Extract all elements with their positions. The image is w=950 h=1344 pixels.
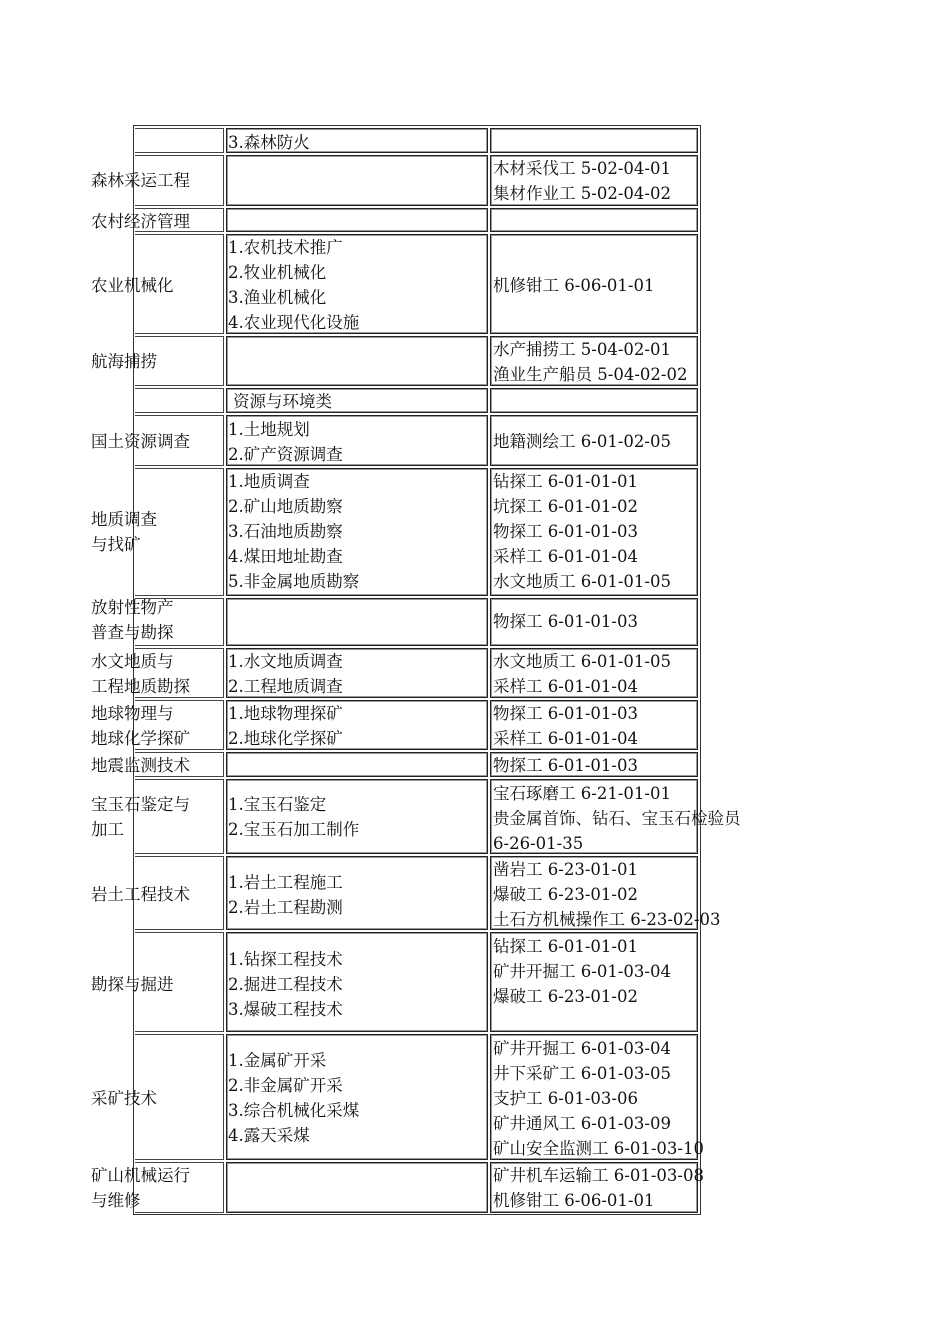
specialty-text: 森林采运工程 <box>91 171 190 190</box>
direction-text: 3.森林防火 <box>228 133 310 152</box>
table-cell <box>226 208 488 232</box>
specialty-text: 宝玉石鉴定与 <box>91 795 190 814</box>
occupation-text: 物探工 6-01-01-03 <box>493 612 638 631</box>
direction-text: 2.矿产资源调查 <box>228 445 343 464</box>
direction-text: 1.地质调查 <box>228 472 310 491</box>
table-cell <box>490 388 698 413</box>
specialty-text: 水文地质与 <box>91 652 174 671</box>
specialty-text: 工程地质勘探 <box>91 677 190 696</box>
occupation-text: 集材作业工 5-02-04-02 <box>493 184 671 203</box>
occupation-text: 采样工 6-01-01-04 <box>493 729 638 748</box>
table-cell <box>226 598 488 646</box>
direction-text: 3.渔业机械化 <box>228 288 327 307</box>
occupation-text: 钻探工 6-01-01-01 <box>493 937 638 956</box>
specialty-text: 采矿技术 <box>91 1089 157 1108</box>
specialty-text: 地球物理与 <box>91 704 174 723</box>
direction-text: 4.煤田地址勘查 <box>228 547 343 566</box>
table-cell <box>490 128 698 153</box>
direction-text: 1.水文地质调查 <box>228 652 343 671</box>
occupation-text: 爆破工 6-23-01-02 <box>493 987 638 1006</box>
specialty-text: 地球化学探矿 <box>91 729 190 748</box>
occupation-text: 矿井机车运输工 6-01-03-08 <box>493 1166 704 1185</box>
specialty-text: 岩土工程技术 <box>91 885 190 904</box>
occupation-text: 渔业生产船员 5-04-02-02 <box>493 365 688 384</box>
occupation-text: 物探工 6-01-01-03 <box>493 522 638 541</box>
table-cell <box>226 1162 488 1213</box>
specialty-text: 地震监测技术 <box>91 756 190 775</box>
occupation-text: 机修钳工 6-06-01-01 <box>493 276 655 295</box>
occupation-text: 矿井通风工 6-01-03-09 <box>493 1114 671 1133</box>
occupation-text: 采样工 6-01-01-04 <box>493 677 638 696</box>
occupation-text: 水产捕捞工 5-04-02-01 <box>493 340 671 359</box>
occupation-text: 木材采伐工 5-02-04-01 <box>493 159 671 178</box>
specialty-text: 地质调查 <box>91 510 157 529</box>
direction-text: 1.钻探工程技术 <box>228 950 343 969</box>
specialty-text: 农业机械化 <box>91 276 174 295</box>
occupation-text: 支护工 6-01-03-06 <box>493 1089 638 1108</box>
occupation-text: 宝石琢磨工 6-21-01-01 <box>493 784 671 803</box>
occupation-text: 水文地质工 6-01-01-05 <box>493 572 671 591</box>
direction-text: 1.岩土工程施工 <box>228 873 343 892</box>
specialty-text: 与维修 <box>91 1191 141 1210</box>
specialty-text: 矿山机械运行 <box>91 1166 190 1185</box>
occupation-text: 土石方机械操作工 6-23-02-03 <box>493 910 721 929</box>
occupation-text: 矿井开掘工 6-01-03-04 <box>493 1039 671 1058</box>
occupation-text: 钻探工 6-01-01-01 <box>493 472 638 491</box>
direction-text: 5.非金属地质勘察 <box>228 572 360 591</box>
occupation-text: 采样工 6-01-01-04 <box>493 547 638 566</box>
specialty-text: 放射性物产 <box>91 598 174 617</box>
direction-text: 1.土地规划 <box>228 420 310 439</box>
direction-text: 2.掘进工程技术 <box>228 975 343 994</box>
occupation-text: 6-26-01-35 <box>493 834 584 853</box>
specialty-text: 加工 <box>91 820 124 839</box>
table-cell <box>490 208 698 232</box>
occupation-text: 贵金属首饰、钻石、宝玉石检验员 <box>493 809 741 828</box>
specialty-text: 勘探与掘进 <box>91 975 174 994</box>
direction-text: 3.石油地质勘察 <box>228 522 343 541</box>
direction-text: 1.金属矿开采 <box>228 1051 327 1070</box>
direction-text: 3.综合机械化采煤 <box>228 1101 360 1120</box>
table-cell <box>135 388 224 413</box>
direction-text: 2.矿山地质勘察 <box>228 497 343 516</box>
specialty-text: 航海捕捞 <box>91 352 157 371</box>
direction-text: 2.非金属矿开采 <box>228 1076 343 1095</box>
occupation-text: 坑探工 6-01-01-02 <box>493 497 638 516</box>
specialty-text: 普查与勘探 <box>91 623 174 642</box>
direction-text: 1.农机技术推广 <box>228 238 343 257</box>
direction-text: 2.宝玉石加工制作 <box>228 820 360 839</box>
direction-text: 2.地球化学探矿 <box>228 729 343 748</box>
occupation-text: 机修钳工 6-06-01-01 <box>493 1191 655 1210</box>
occupation-text: 井下采矿工 6-01-03-05 <box>493 1064 671 1083</box>
specialty-text: 与找矿 <box>91 535 141 554</box>
direction-text: 2.工程地质调查 <box>228 677 343 696</box>
occupation-text: 物探工 6-01-01-03 <box>493 704 638 723</box>
occupation-text: 凿岩工 6-23-01-01 <box>493 860 638 879</box>
direction-text: 3.爆破工程技术 <box>228 1000 343 1019</box>
occupation-text: 矿山安全监测工 6-01-03-10 <box>493 1139 704 1158</box>
direction-text: 4.农业现代化设施 <box>228 313 360 332</box>
table-cell <box>226 155 488 206</box>
direction-text: 2.牧业机械化 <box>228 263 327 282</box>
occupation-text: 矿井开掘工 6-01-03-04 <box>493 962 671 981</box>
table-cell <box>135 128 224 153</box>
direction-text: 4.露天采煤 <box>228 1126 310 1145</box>
direction-text: 资源与环境类 <box>233 392 332 411</box>
direction-text: 2.岩土工程勘测 <box>228 898 343 917</box>
table-cell <box>226 752 488 777</box>
table-cell <box>135 468 224 596</box>
occupation-text: 爆破工 6-23-01-02 <box>493 885 638 904</box>
specialty-text: 农村经济管理 <box>91 212 190 231</box>
specialty-text: 国土资源调查 <box>91 432 190 451</box>
direction-text: 1.宝玉石鉴定 <box>228 795 327 814</box>
table-cell <box>226 336 488 386</box>
direction-text: 1.地球物理探矿 <box>228 704 343 723</box>
occupation-text: 地籍测绘工 6-01-02-05 <box>493 432 671 451</box>
occupation-text: 水文地质工 6-01-01-05 <box>493 652 671 671</box>
occupation-text: 物探工 6-01-01-03 <box>493 756 638 775</box>
